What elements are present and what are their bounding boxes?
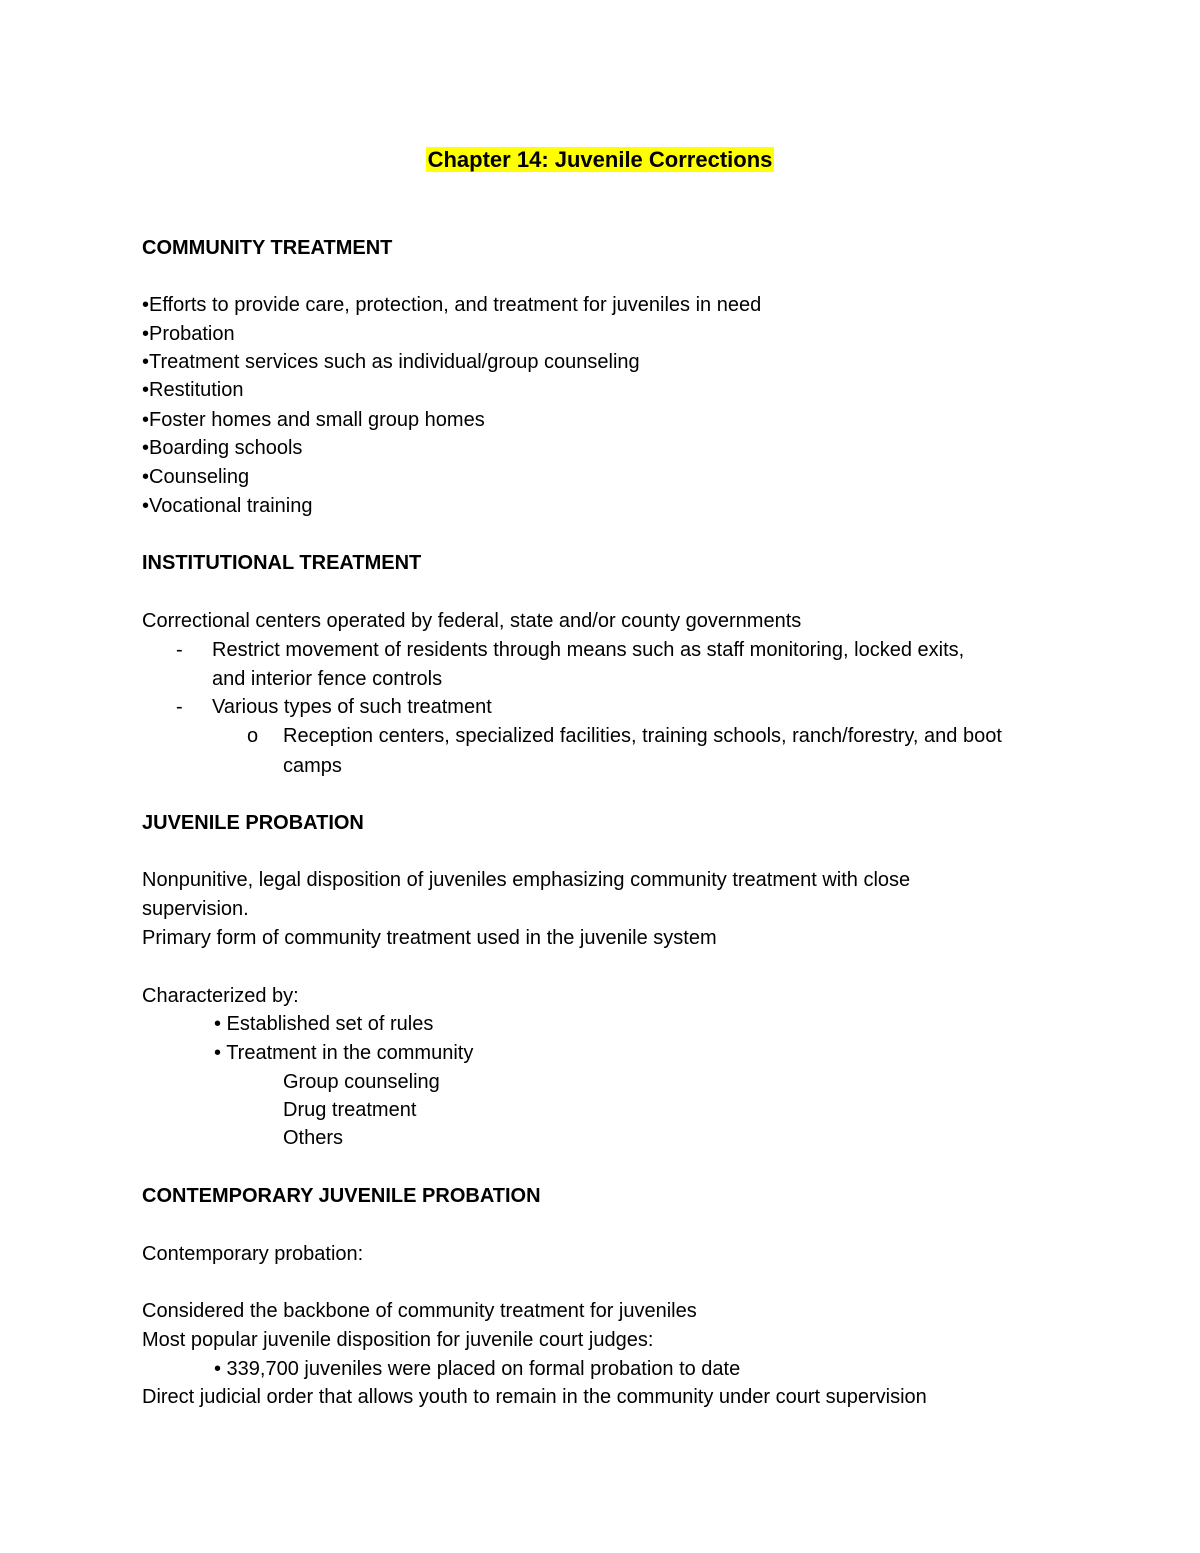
probation-definition-line-2: supervision. (142, 898, 249, 920)
contemporary-backbone-line: Considered the backbone of community treatment for juveniles (142, 1300, 697, 1322)
treatment-sub-item: Drug treatment (283, 1099, 417, 1121)
contemporary-order-line: Direct judicial order that allows youth to remain in the community under court supervision (142, 1386, 927, 1408)
characterized-label: Characterized by: (142, 985, 299, 1007)
section-heading-community: COMMUNITY TREATMENT (142, 237, 393, 259)
reception-line-1: Reception centers, specialized facilities, training schools, ranch/forestry, and boot (283, 725, 1002, 747)
treatment-sub-item: Others (283, 1127, 344, 1149)
section-heading-probation: JUVENILE PROBATION (142, 812, 364, 834)
various-types-line: Various types of such treatment (212, 696, 492, 718)
treatment-sub-item: Group counseling (283, 1071, 440, 1093)
community-item: •Vocational training (142, 495, 313, 517)
title-highlight: Chapter 14: Juvenile Corrections (427, 147, 773, 172)
community-item: •Boarding schools (142, 437, 303, 459)
section-heading-institutional: INSTITUTIONAL TREATMENT (142, 552, 422, 574)
contemporary-label: Contemporary probation: (142, 1243, 364, 1265)
community-item: •Treatment services such as individual/group counseling (142, 351, 640, 373)
community-item: •Counseling (142, 466, 250, 488)
characterized-item: • Established set of rules (214, 1013, 434, 1035)
community-item: •Restitution (142, 379, 244, 401)
probation-primary-line: Primary form of community treatment used in the juvenile system (142, 927, 717, 949)
restrict-line-2: and interior fence controls (212, 668, 443, 690)
contemporary-popular-line: Most popular juvenile disposition for juvenile court judges: (142, 1329, 654, 1351)
probation-definition-line-1: Nonpunitive, legal disposition of juveniles emphasizing community treatment with close (142, 869, 911, 891)
institutional-intro: Correctional centers operated by federal, state and/or county governments (142, 610, 802, 632)
contemporary-stat-item: • 339,700 juveniles were placed on formal probation to date (214, 1358, 741, 1380)
page-title (0, 146, 1200, 174)
circle-bullet: o (247, 725, 259, 747)
reception-line-2: camps (283, 755, 342, 777)
dash-bullet: - (176, 639, 183, 661)
community-item: •Probation (142, 323, 235, 345)
community-item: •Efforts to provide care, protection, and treatment for juveniles in need (142, 294, 762, 316)
characterized-item: • Treatment in the community (214, 1042, 474, 1064)
community-item: •Foster homes and small group homes (142, 409, 485, 431)
restrict-line-1: Restrict movement of residents through means such as staff monitoring, locked exits, (212, 639, 965, 661)
dash-bullet: - (176, 696, 183, 718)
section-heading-contemporary: CONTEMPORARY JUVENILE PROBATION (142, 1185, 541, 1207)
